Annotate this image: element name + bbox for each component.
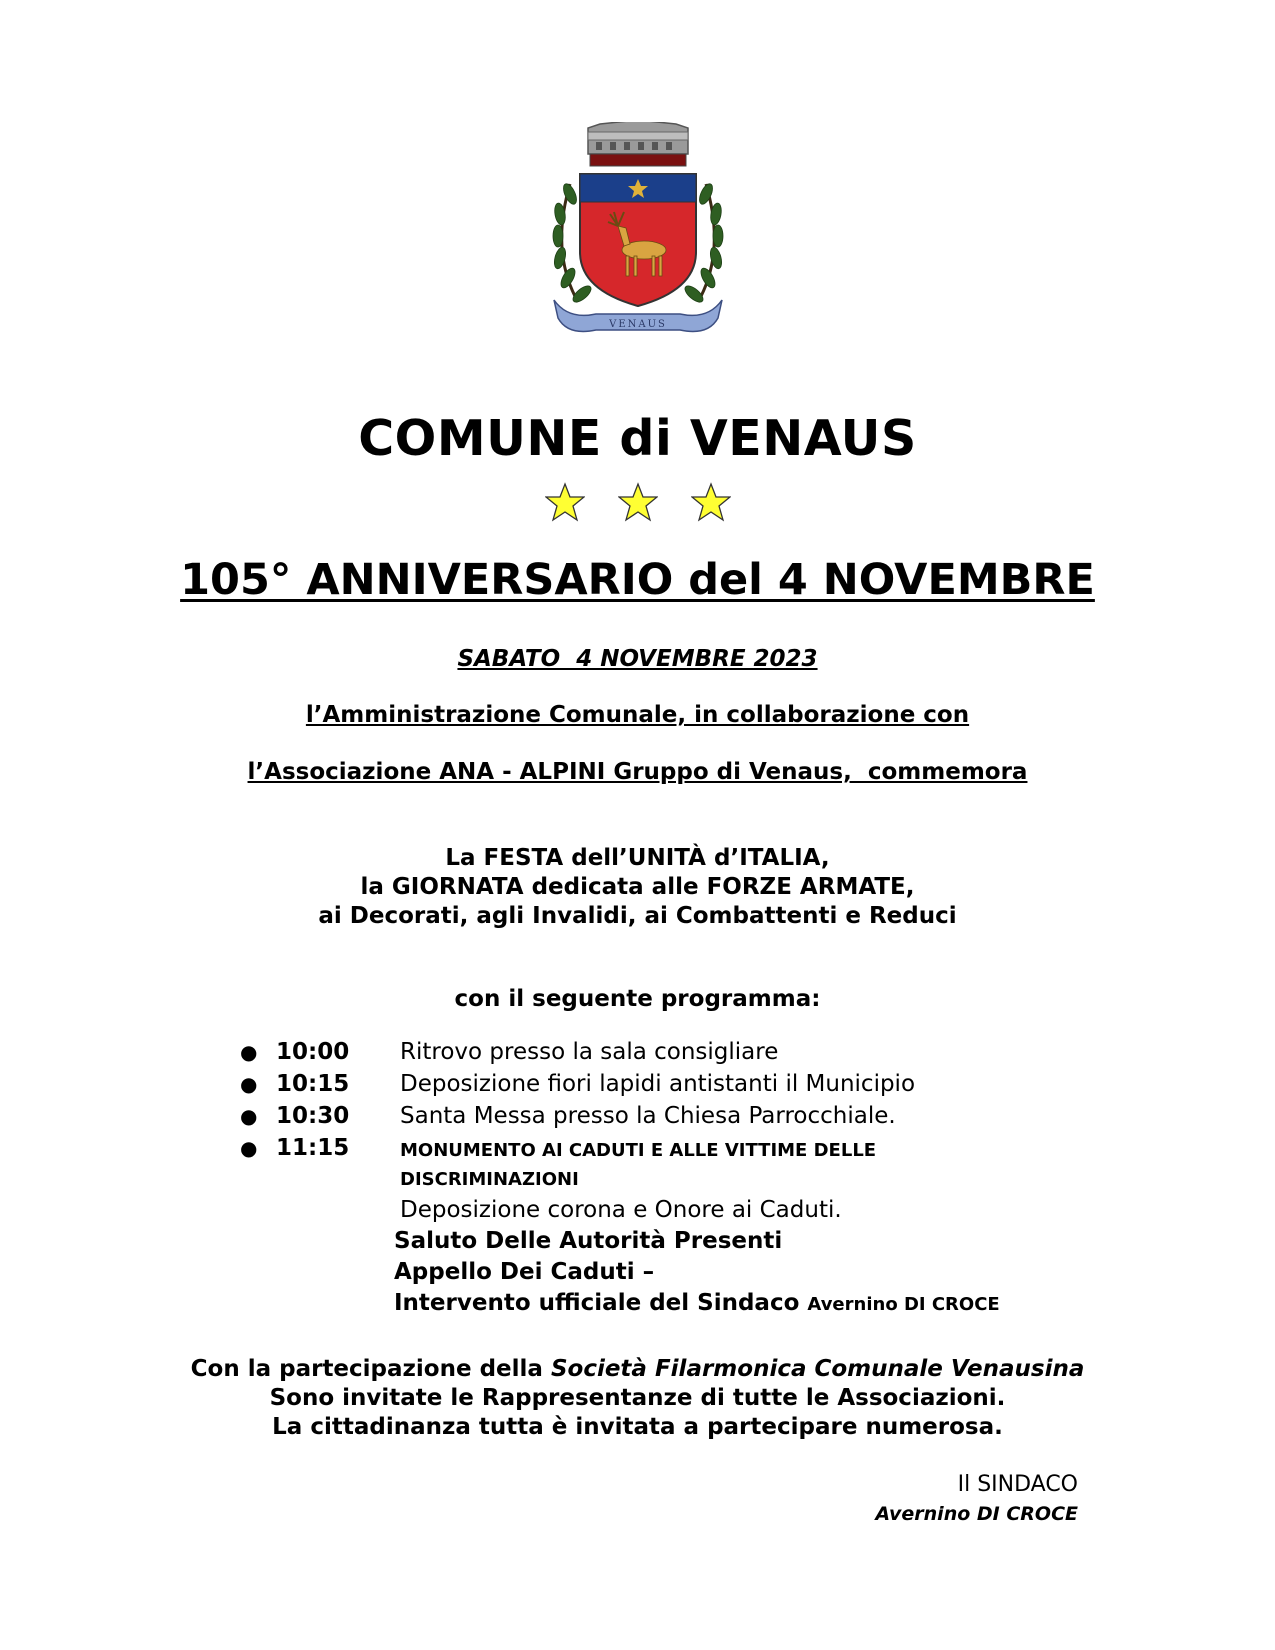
page-title: COMUNE di VENAUS xyxy=(358,410,917,467)
mayor-speech-label: Intervento ufficiale del Sindaco xyxy=(394,1290,800,1316)
authorities-greeting: Saluto Delle Autorità Presenti xyxy=(394,1228,783,1254)
dedication-line: La FESTA dell’UNITÀ d’ITALIA, xyxy=(445,845,830,871)
bullet-icon: ● xyxy=(240,1040,258,1064)
program-followups xyxy=(240,1194,1140,1322)
participation-prefix: Con la partecipazione della xyxy=(190,1356,551,1382)
dedication-line: la GIORNATA dedicata alle FORZE ARMATE, xyxy=(360,874,915,900)
band-participation xyxy=(0,1355,1275,1384)
program-time: 10:00 xyxy=(276,1039,350,1065)
citizens-invite: La cittadinanza tutta è invitata a partecipare numerosa. xyxy=(272,1414,1003,1440)
dedication-block xyxy=(0,844,1275,931)
mural-crown-icon xyxy=(588,122,688,166)
program-list xyxy=(240,1036,1140,1322)
program-item xyxy=(240,1068,1140,1100)
bullet-icon: ● xyxy=(240,1072,258,1096)
event-date: SABATO 4 NOVEMBRE 2023 xyxy=(457,646,818,672)
associations-invite: Sono invitate le Rappresentanze di tutte le Associazioni. xyxy=(269,1385,1006,1411)
organizer-line-1: l’Amministrazione Comunale, in collaborazione con xyxy=(305,702,970,728)
program-time: 10:30 xyxy=(276,1103,350,1129)
program-description: Santa Messa presso la Chiesa Parrocchiale. xyxy=(400,1103,896,1129)
closing-notes xyxy=(0,1355,1275,1442)
star-icon xyxy=(545,482,585,522)
shield-icon xyxy=(580,174,696,306)
crest-motto: VENAUS xyxy=(609,319,667,330)
organizer-line-2: l’Associazione ANA - ALPINI Gruppo di Venaus, commemora xyxy=(247,759,1028,785)
band-name: Società Filarmonica Comunale Venausina xyxy=(550,1356,1085,1382)
program-item xyxy=(240,1132,1140,1194)
mayor-speech xyxy=(394,1287,1000,1321)
program-time: 10:15 xyxy=(276,1071,350,1097)
program-time: 11:15 xyxy=(276,1135,350,1161)
star-icon xyxy=(618,482,658,522)
program-description: MONUMENTO AI CADUTI E ALLE VITTIME DELLE DISCRIMINAZIONI xyxy=(400,1140,877,1190)
anniversary-heading: 105° ANNIVERSARIO del 4 NOVEMBRE xyxy=(180,555,1095,605)
wreath-laying: Deposizione corona e Onore ai Caduti. xyxy=(400,1197,842,1223)
program-description: Ritrovo presso la sala consigliare xyxy=(400,1039,779,1065)
bullet-icon: ● xyxy=(240,1104,258,1128)
dedication-line: ai Decorati, agli Invalidi, ai Combattenti e Reduci xyxy=(318,903,957,929)
bullet-icon: ● xyxy=(240,1136,258,1160)
signature-name: Avernino DI CROCE xyxy=(875,1503,1078,1525)
mayor-speech-name: Avernino DI CROCE xyxy=(807,1294,1000,1315)
program-description: Deposizione fiori lapidi antistanti il Municipio xyxy=(400,1071,916,1097)
roll-call: Appello Dei Caduti – xyxy=(394,1259,655,1285)
signature-title: Il SINDACO xyxy=(957,1472,1078,1497)
stars-row xyxy=(545,482,731,526)
coat-of-arms-emblem xyxy=(548,122,728,344)
program-item xyxy=(240,1100,1140,1132)
program-intro: con il seguente programma: xyxy=(454,986,821,1012)
star-icon xyxy=(691,482,731,522)
program-item xyxy=(240,1036,1140,1068)
